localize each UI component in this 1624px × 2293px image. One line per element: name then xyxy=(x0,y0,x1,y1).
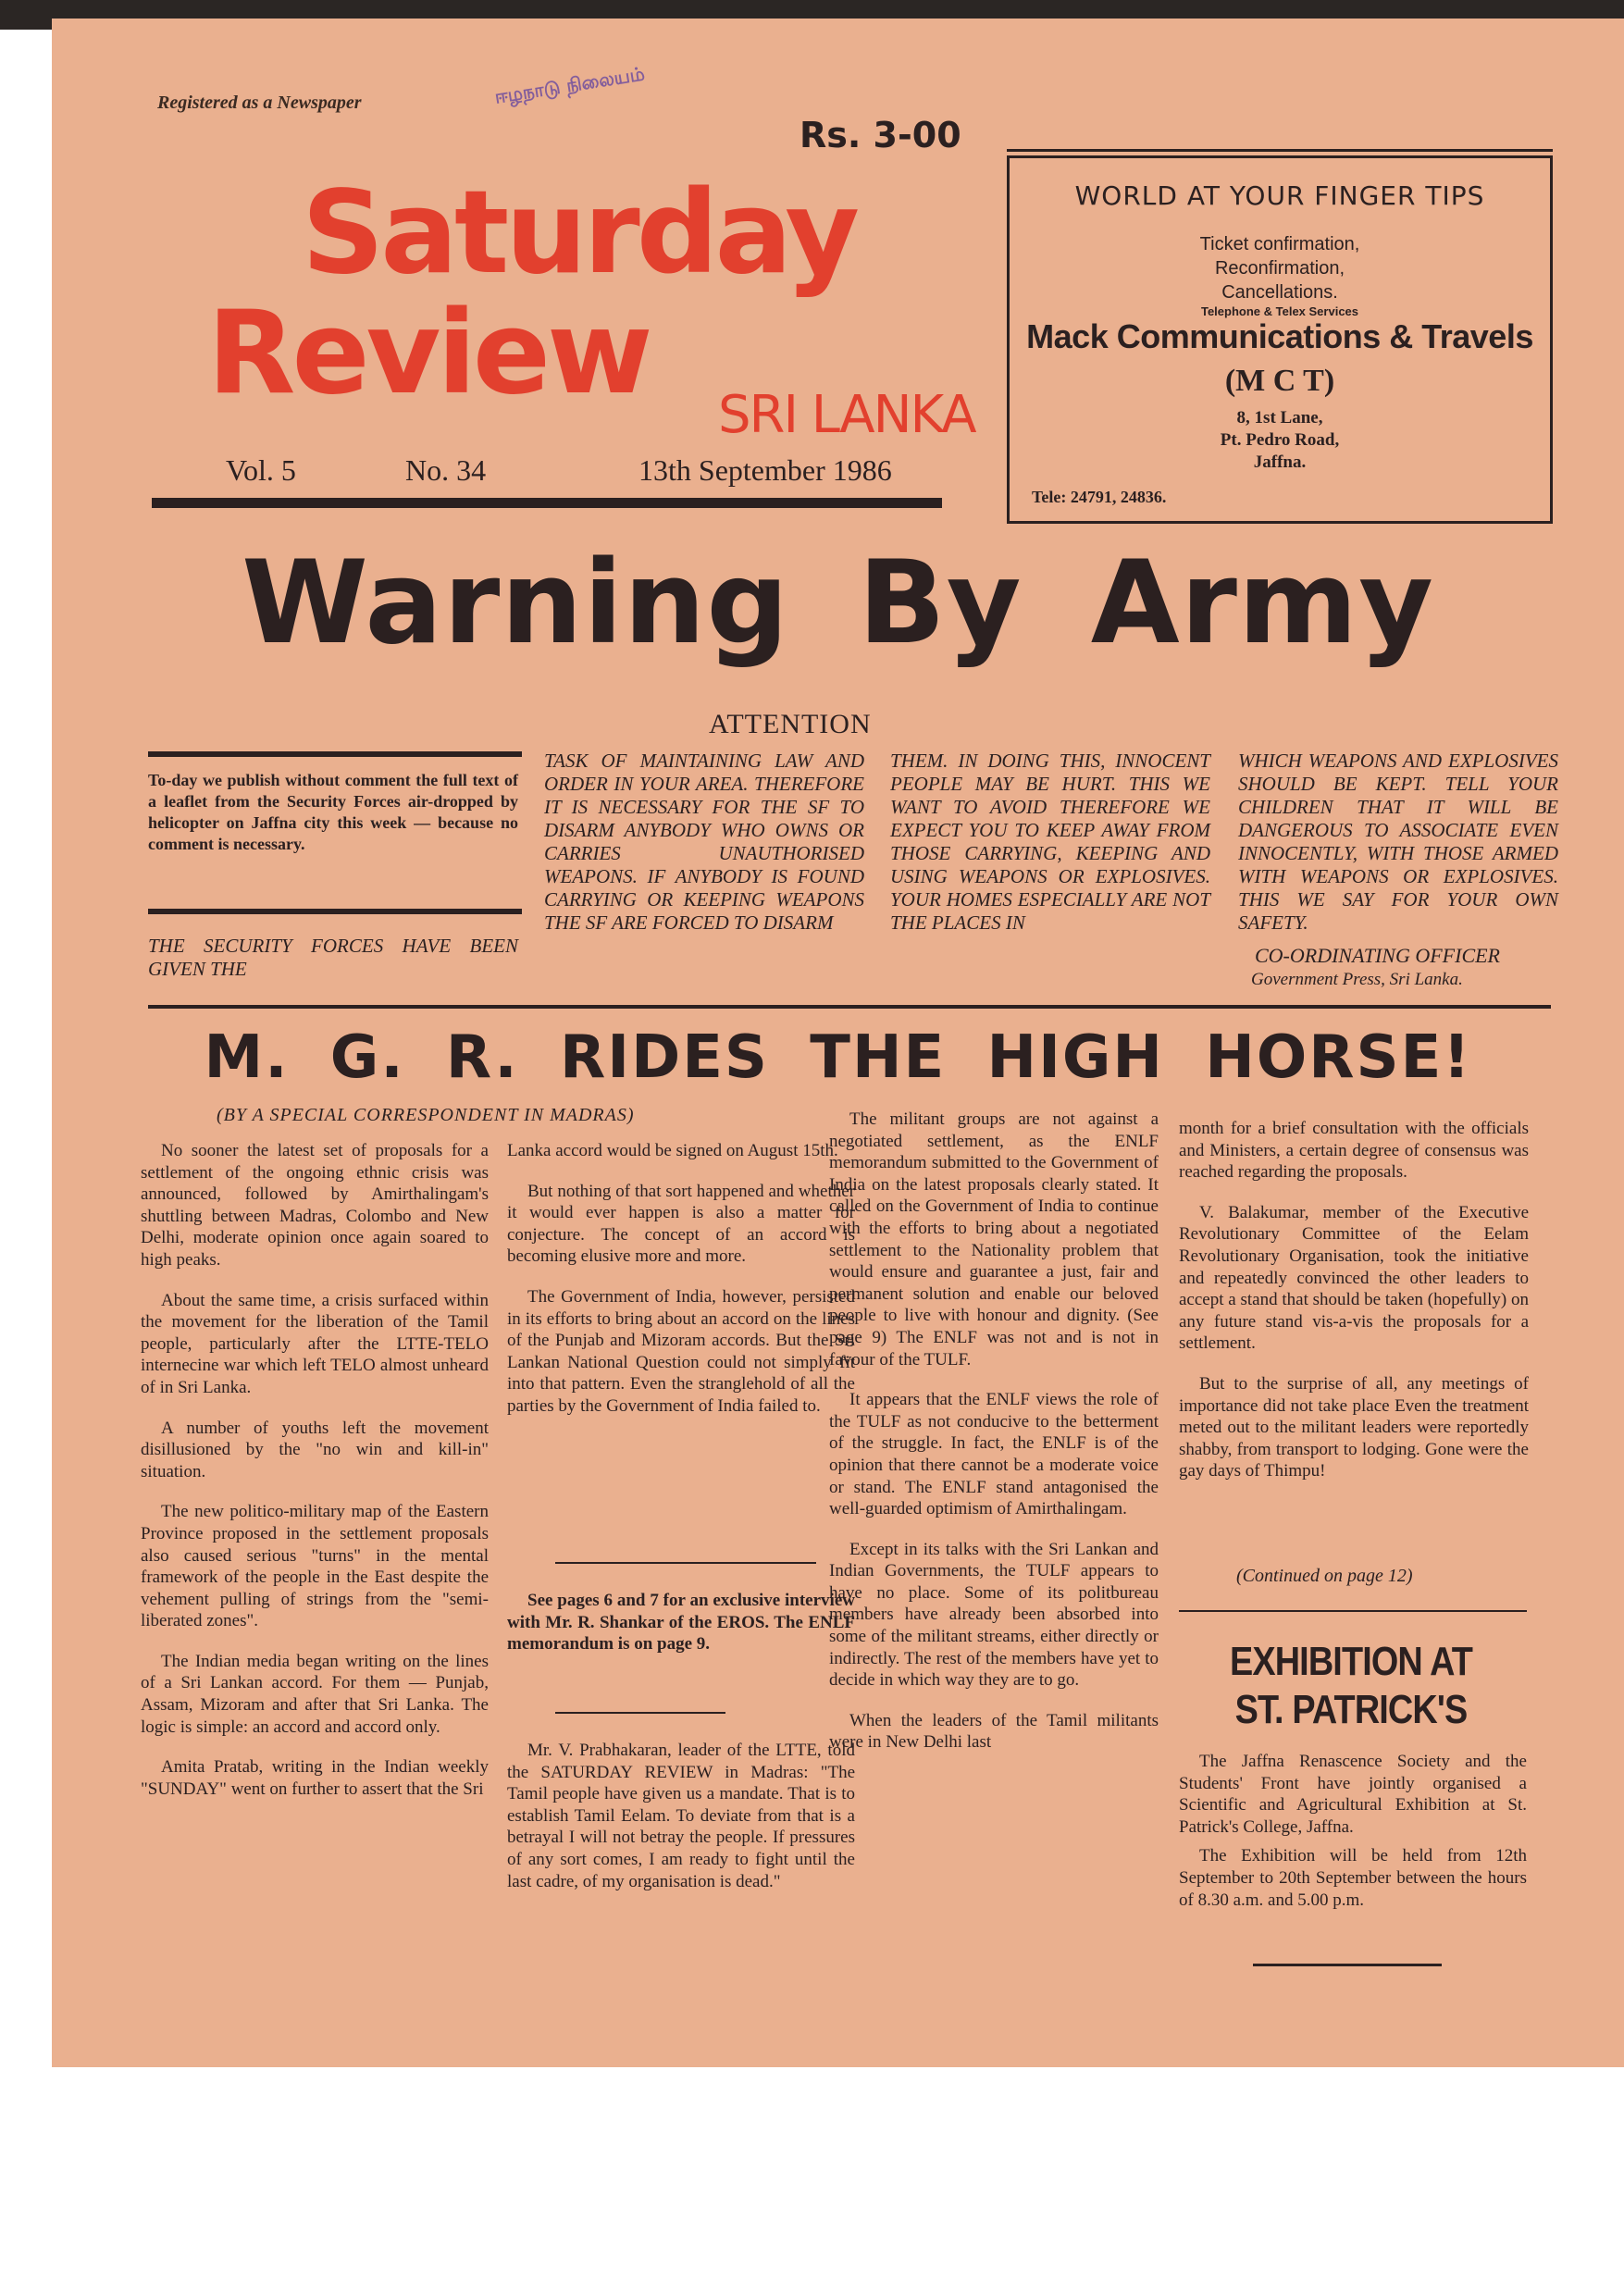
section-rule xyxy=(148,1005,1551,1009)
exhibition-rule-bottom xyxy=(1253,1964,1442,1966)
exhibition-body xyxy=(1179,1751,1527,1911)
advert-line: Ticket confirmation, xyxy=(1199,234,1360,254)
paragraph: Mr. V. Prabhakaran, leader of the LTTE, told the SATURDAY REVIEW in Madras: "The Tamil people have given us a mandate. That is to establish Tamil Eelam. To deviate from that is a betrayal I will not betray the people. If pressures of any sort comes, I am ready to fight until the last cadre, of my organisation is dead." xyxy=(507,1741,855,1891)
paragraph: Except in its talks with the Sri Lankan and Indian Governments, the TULF appears to have no place. Some of its politbureau members have already been absorbed into some of the militant streams, either directly or indirectly. The rest of the members have yet to decide in which way they are to go. xyxy=(829,1539,1159,1691)
interview-notice xyxy=(507,1590,855,1655)
leaflet-text-col2: TASK OF MAINTAINING LAW AND ORDER IN YOUR AREA. THEREFORE IT IS NECESSARY FOR THE SF TO DISARM ANYBODY WHO OWNS OR CARRIES UNAUTHORISED WEAPONS. IF ANYBODY IS FOUND CARRYING OR KEEPING WEAPONS THE SF ARE FORCED TO DISARM xyxy=(544,750,864,934)
masthead-rule xyxy=(152,498,942,508)
paragraph: No sooner the latest set of proposals for a settlement of the ongoing ethnic crisis was announced, followed by Amirthalingam's shuttling between Madras, Colombo and New Delhi, moderate opinion once again soared to high peaks. xyxy=(141,1141,489,1270)
continued-note: (Continued on page 12) xyxy=(1236,1566,1413,1586)
paragraph: But to the surprise of all, any meetings of importance did not take place Even the treatment meted out to the militant leaders were reportedly shabby, from transport to lodging. Gone were the gay days of Thimpu! xyxy=(1179,1373,1529,1481)
advert-heading: WORLD AT YOUR FINGER TIPS xyxy=(1074,180,1485,211)
advert-address: Pt. Pedro Road, xyxy=(1220,430,1340,450)
intro-rule-bottom xyxy=(148,909,522,914)
exhibition-headline xyxy=(1200,1638,1503,1734)
story-column-2 xyxy=(507,1140,855,1418)
volume-number: Vol. 5 xyxy=(226,453,296,487)
story-column-1 xyxy=(141,1140,489,1800)
leaflet-text-col4: WHICH WEAPONS AND EXPLOSIVES SHOULD BE KEPT. TELL YOUR CHILDREN THAT IT WILL BE DANGEROUS TO ASSOCIATE EVEN INNOCENTLY, WITH THOSE ARMED WITH WEAPONS OR EXPLOSIVES. THIS WE SAY FOR YOUR OWN SAFETY. xyxy=(1238,750,1558,934)
paragraph: The Exhibition will be held from 12th September to 20th September between the hours of 8.30 a.m. and 5.00 p.m. xyxy=(1179,1846,1527,1910)
story-headline: M. G. R. RIDES THE HIGH HORSE! xyxy=(204,1023,1472,1092)
paragraph: But nothing of that sort happened and whether it would ever happen is also a matter for conjecture. The concept of an accord is becoming elusive more and more. xyxy=(507,1181,855,1267)
advert-top-rule xyxy=(1007,149,1553,152)
paragraph: month for a brief consultation with the officials and Ministers, a certain degree of consensus was reached regarding the proposals. xyxy=(1179,1119,1529,1183)
paragraph: V. Balakumar, member of the Executive Revolutionary Committee of the Eelam Revolutionary Organisation, took the initiative and repeatedly convinced the other leaders to accept a stand that should be taken (hopefully) on any future stand vis-a-vis the proposals for a settlement. xyxy=(1179,1202,1529,1354)
paragraph: Amita Pratab, writing in the Indian weekly "SUNDAY" went on further to assert that the Sri xyxy=(141,1757,489,1799)
paragraph: The Government of India, however, persisted in its efforts to bring about an accord on the lines of the Punjab and Mizoram accords. But the Sri Lankan National Question could not simply fit into that pattern. Even the stranglehold of all the parties by the Government of India failed to. xyxy=(507,1286,855,1416)
issue-date: 13th September 1986 xyxy=(638,453,892,487)
story-column-3 xyxy=(829,1109,1159,1754)
box-rule-top xyxy=(555,1562,816,1564)
advert-address: 8, 1st Lane, xyxy=(1236,408,1323,428)
exhibition-rule-top xyxy=(1179,1610,1527,1612)
advert-line: Reconfirmation, xyxy=(1214,258,1345,279)
masthead-title-review: Review xyxy=(207,287,650,420)
paragraph: About the same time, a crisis surfaced within the movement for the liberation of the Tamil people, particularly after the LTTE-TELO internecine war which left TELO almost unheard of in Sri Lanka. xyxy=(141,1290,489,1397)
story-column-4 xyxy=(1179,1118,1529,1482)
advert-address: Jaffna. xyxy=(1253,452,1307,472)
advert-company: Mack Communications & Travels xyxy=(1026,317,1533,355)
advert-line: Telephone & Telex Services xyxy=(1200,304,1359,318)
paragraph: When the leaders of the Tamil militants were in New Delhi last xyxy=(829,1710,1159,1753)
advert-abbrev: (M C T) xyxy=(1224,364,1335,398)
advert-telephone: Tele: 24791, 24836. xyxy=(1032,488,1167,506)
paragraph: A number of youths left the movement disillusioned by the "no win and kill-in" situation. xyxy=(141,1418,489,1481)
paragraph: The new politico-military map of the Eastern Province proposed in the settlement proposals also caused serious "turns" in the mental framework of the people in the East despite the vehement pulling of strings from the "semi-liberated zones". xyxy=(141,1502,489,1631)
box-rule-bottom xyxy=(555,1712,725,1714)
leaflet-text-col1: THE SECURITY FORCES HAVE BEEN GIVEN THE xyxy=(148,935,518,980)
leaflet-kicker: ATTENTION xyxy=(709,709,872,739)
story-byline: (BY A SPECIAL CORRESPONDENT IN MADRAS) xyxy=(217,1105,635,1125)
paragraph: The Jaffna Renascence Society and the Students' Front have jointly organised a Scientific and Agricultural Exhibition at St. Patrick's College, Jaffna. xyxy=(1179,1752,1527,1837)
intro-rule-top xyxy=(148,751,522,757)
leaflet-signatory: CO-ORDINATING OFFICER xyxy=(1255,944,1500,967)
ink-stamp: ஈழநாடு நிலையம் xyxy=(492,62,647,108)
issue-number: No. 34 xyxy=(405,453,487,487)
paragraph: The militant groups are not against a negotiated settlement, as the ENLF memorandum submitted to the Government of India on the latest proposals clearly stated. It called on the Government of India to continue with the efforts to bring about a negotiated settlement to the Nationality problem that would ensure and guarantee a just, fair and permanent solution and enable our beloved people to live with honour and dignity. (See page 9) The ENLF was not and is not in favour of the TULF. xyxy=(829,1109,1159,1370)
advert-line: Cancellations. xyxy=(1221,282,1338,303)
story-column-2-continued xyxy=(507,1740,855,1892)
paragraph: It appears that the ENLF views the role of the TULF as not conducive to the betterment of the struggle. In fact, the ENLF is of the opinion that there cannot be a moderate voice or stand. The ENLF stand antagonised the well-guarded optimism of Amirthalingam. xyxy=(829,1390,1159,1519)
lead-headline: Warning By Army xyxy=(242,537,1434,670)
exhibition-headline-line1: EXHIBITION AT xyxy=(1229,1639,1473,1684)
registration-note: Registered as a Newspaper xyxy=(157,93,362,113)
newspaper-page xyxy=(52,19,1624,2067)
price: Rs. 3-00 xyxy=(800,115,961,155)
exhibition-headline-line2: ST. PATRICK'S xyxy=(1234,1687,1468,1732)
leaflet-printer: Government Press, Sri Lanka. xyxy=(1251,970,1463,989)
advert-box xyxy=(1007,155,1553,524)
paragraph: Lanka accord would be signed on August 15th. xyxy=(507,1141,838,1160)
masthead-title-saturday: Saturday xyxy=(302,167,857,300)
leaflet-text-col3: THEM. IN DOING THIS, INNOCENT PEOPLE MAY BE HURT. THIS WE WANT TO AVOID THEREFORE WE EXPECT YOU TO KEEP AWAY FROM THOSE CARRYING, KEEPING AND USING WEAPONS OR EXPLOSIVES. YOUR HOMES ESPECIALLY ARE NOT THE PLACES IN xyxy=(890,750,1210,934)
notice-text: See pages 6 and 7 for an exclusive interview with Mr. R. Shankar of the EROS. The ENLF memorandum is on page 9. xyxy=(507,1591,855,1655)
lead-intro: To-day we publish without comment the full text of a leaflet from the Security Forces air-dropped by helicopter on Jaffna city this week — because no comment is necessary. xyxy=(148,771,518,853)
masthead-country: SRI LANKA xyxy=(718,385,975,445)
paragraph: The Indian media began writing on the lines of a Sri Lankan accord. For them — Punjab, Assam, Mizoram and after that Sri Lanka. The logic is simple: an accord and accord only. xyxy=(141,1651,489,1737)
